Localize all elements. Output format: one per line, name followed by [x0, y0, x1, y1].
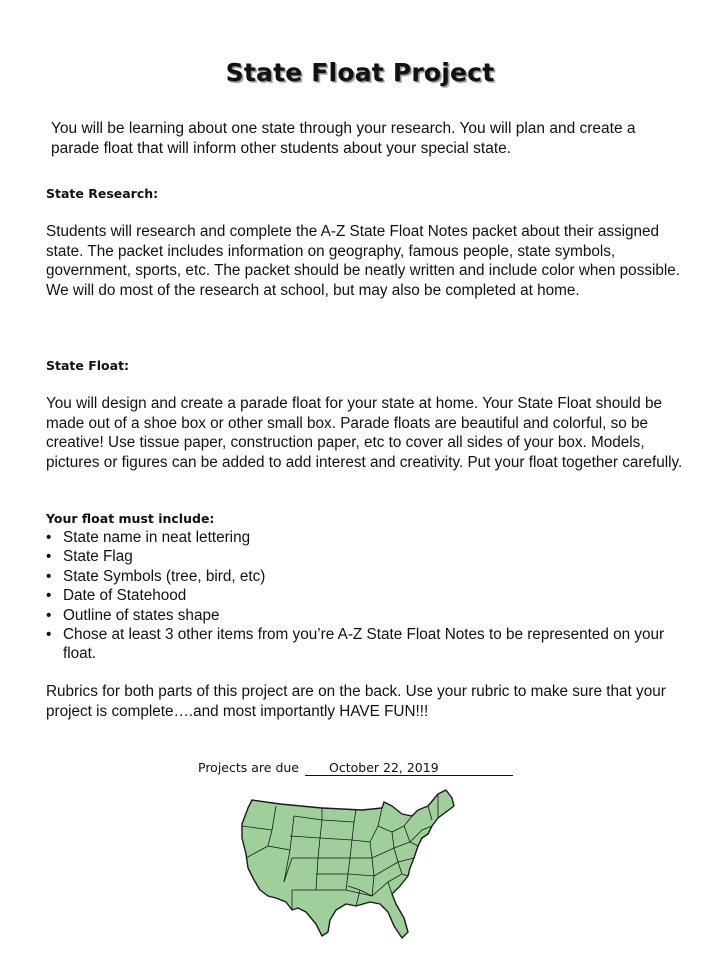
state-float-paragraph: You will design and create a parade float for your state at home. Your State Float should be made out of a shoe box or other small box. Parade floats are beautiful and colorful, so be creative! Use tissue paper, construction paper, etc to cover all sides of your box. Models, pictures or figures can be added to add interest and creativity. Put your float together carefully. — [46, 395, 683, 471]
bullet-icon: • — [46, 626, 52, 644]
list-item: • State Symbols (tree, bird, etc) — [46, 567, 266, 585]
state-research-paragraph: Students will research and complete the A-Z State Float Notes packet about their assigned state. The packet includes information on geography, famous people, state symbols, government, sports, etc. The packet should be neatly written and include color when possible. We will do most of the research at school, but may also be completed at home. — [46, 223, 681, 299]
bullet-icon: • — [46, 548, 52, 566]
usa-outline — [242, 790, 454, 938]
usa-map-icon — [232, 786, 462, 946]
list-item: • Outline of states shape — [46, 606, 220, 624]
due-date-line — [198, 760, 513, 776]
page-title: State Float Project — [225, 58, 495, 87]
state-research-heading: State Research: — [46, 186, 159, 201]
closing-paragraph: Rubrics for both parts of this project are on the back. Use your rubric to make sure that your project is complete….and most importantly HAVE FUN!!! — [46, 683, 666, 720]
list-item: • State name in neat lettering — [46, 529, 251, 546]
requirements-list — [46, 528, 666, 664]
state-float-heading: State Float: — [46, 358, 130, 373]
due-date-value: October 22, 2019 — [305, 760, 513, 776]
list-item: • State Flag — [46, 548, 133, 566]
bullet-icon: • — [46, 606, 52, 624]
due-label: Projects are due — [198, 760, 299, 775]
list-item: • Date of Statehood — [46, 587, 187, 605]
bullet-icon: • — [46, 587, 52, 605]
requirements-heading: Your float must include: — [46, 511, 215, 526]
bullet-icon: • — [46, 567, 52, 585]
list-item: • Chose at least 3 other items from you’re A-Z State Float Notes to be represented on your float. — [46, 626, 665, 663]
intro-paragraph: You will be learning about one state through your research. You will plan and create a parade float that will inform other students about your special state. — [51, 120, 636, 157]
bullet-icon: • — [46, 529, 52, 546]
